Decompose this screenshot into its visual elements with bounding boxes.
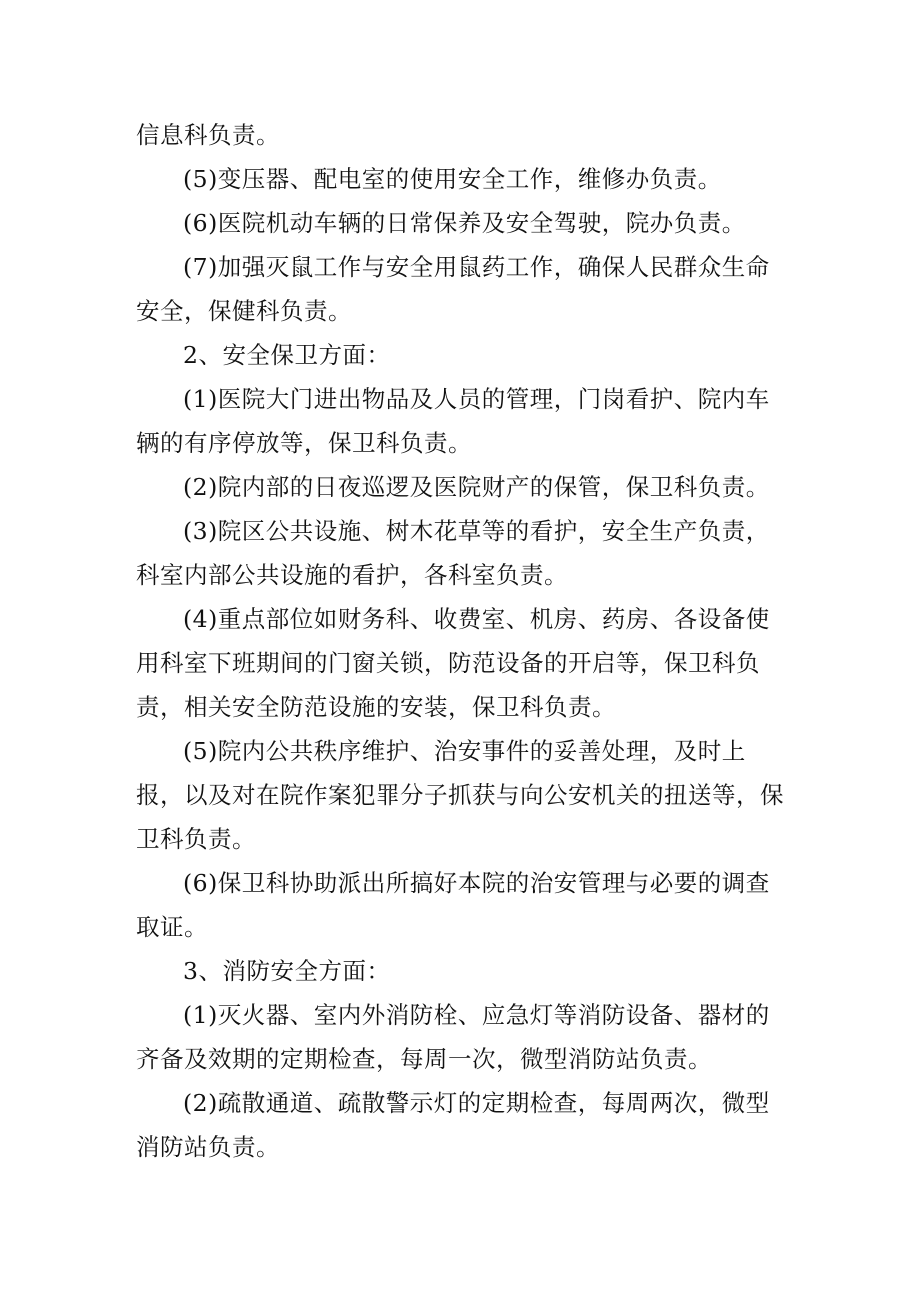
section-heading-fire-safety: 3、消防安全方面：	[183, 957, 391, 985]
paragraph-continuation: 信息科负责。	[136, 121, 280, 149]
document-body	[136, 113, 786, 1169]
paragraph-security-4: (4)重点部位如财务科、收费室、机房、药房、各设备使用科室下班期间的门窗关锁，防范设备的开启等，保卫科负责，相关安全防范设施的安装，保卫科负责。	[136, 605, 770, 721]
paragraph-security-3: (3)院区公共设施、树木花草等的看护，安全生产负责，科室内部公共设施的看护，各科室负责。	[136, 517, 770, 589]
paragraph-security-6: (6)保卫科协助派出所搞好本院的治安管理与必要的调查取证。	[136, 869, 770, 941]
paragraph-item-5-transformer: (5)变压器、配电室的使用安全工作，维修办负责。	[183, 165, 722, 193]
paragraph-security-1: (1)医院大门进出物品及人员的管理，门岗看护、院内车辆的有序停放等，保卫科负责。	[136, 385, 770, 457]
section-heading-security: 2、安全保卫方面：	[183, 341, 391, 369]
paragraph-item-6-vehicles: (6)医院机动车辆的日常保养及安全驾驶，院办负责。	[183, 209, 746, 237]
paragraph-security-2: (2)院内部的日夜巡逻及医院财产的保管，保卫科负责。	[183, 473, 770, 501]
paragraph-fire-1: (1)灭火器、室内外消防栓、应急灯等消防设备、器材的齐备及效期的定期检查，每周一次，微型消防站负责。	[136, 1001, 770, 1073]
paragraph-item-7-rodent-control: (7)加强灭鼠工作与安全用鼠药工作，确保人民群众生命安全，保健科负责。	[136, 253, 770, 325]
paragraph-security-5: (5)院内公共秩序维护、治安事件的妥善处理，及时上报，以及对在院作案犯罪分子抓获与向公安机关的扭送等，保卫科负责。	[136, 737, 784, 853]
paragraph-fire-2: (2)疏散通道、疏散警示灯的定期检查，每周两次，微型消防站负责。	[136, 1089, 770, 1161]
